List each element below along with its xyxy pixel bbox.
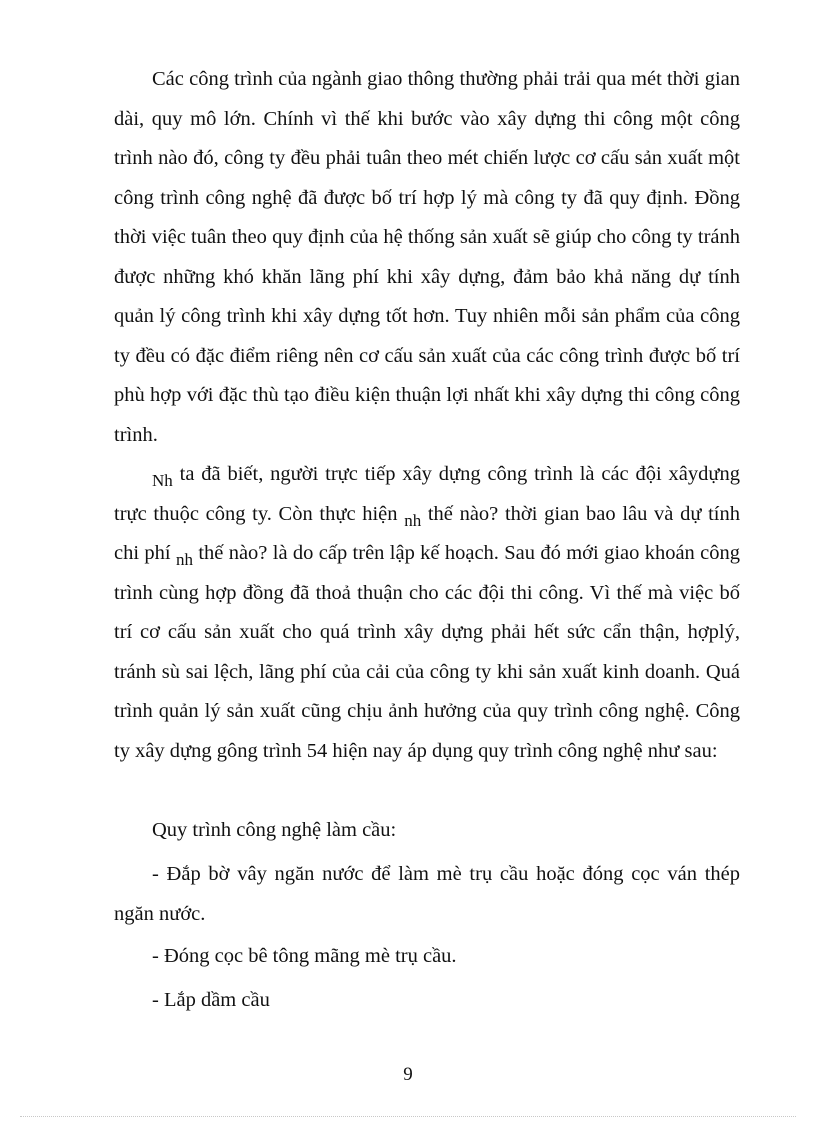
section-heading: Quy trình công nghệ làm cầu: [152,819,397,841]
subscript-fragment: nh [404,510,422,530]
subscript-fragment: nh [175,550,193,569]
page-number: 9 [403,1064,413,1085]
list-item: - Đóng cọc bê tông mãng mè trụ cầu. [152,945,457,967]
subscript-fragment: Nh [152,471,173,490]
paragraph-1: Các công trình của ngành giao thông thường phải trải qua mét thời gian dài, quy mô lớn. Chính vì thế khi bước vào xây dựng thi công một công trình nào đó, công ty đều phải tuân theo mét chiến lược cơ cấu sản xuất một công trình công nghệ đã được bố trí hợp lý mà công ty đã quy định. Đồng thời việc tuân theo quy định của hệ thống sản xuất sẽ giúp cho công ty tránh được những khó khăn lãng phí khi xây dựng, đảm bảo khả năng dự tính quản lý công trình khi xây dựng tốt hơn. Tuy nhiên mỗi sản phẩm của công ty đều có đặc điểm riêng nên cơ cấu sản xuất của các công trình được bố trí phù hợp với đặc thù tạo điều kiện thuận lợi nhất khi xây dựng thi công công trình. [114,68,740,446]
paragraph-2: $_{Nh}$ ta đã biết, người trực tiếp xây dựng công trình là các đội xâydựng trực thuộc công ty. Còn thực hiện $_{nh}$ thế nào? thời gian bao lâu và dự tính chi phí $_{nh}$ thế nào? là do cấp trên lập kế hoạch. Sau đó mới giao khoán công trình cùng hợp đồng đã thoả thuận cho các đội thi công. Vì thế mà việc bố trí cơ cấu sản xuất cho quá trình xây dựng phải hết sức cẩn thận, hợplý, tránh sù sai lệch, lãng phí của cải của công ty khi sản xuất kinh doanh. Quá trình quản lý sản xuất cũng chịu ảnh hưởng của quy trình công nghệ. Công ty xây dựng gông trình 54 hiện nay áp dụng quy trình công nghệ như sau: [114,463,741,762]
list-item: - Đắp bờ vây ngăn nước để làm mè trụ cầu hoặc đóng cọc ván thép ngăn nước. [114,863,740,925]
list-item: - Lắp dầm cầu [152,989,270,1011]
footer-divider [20,1116,796,1117]
